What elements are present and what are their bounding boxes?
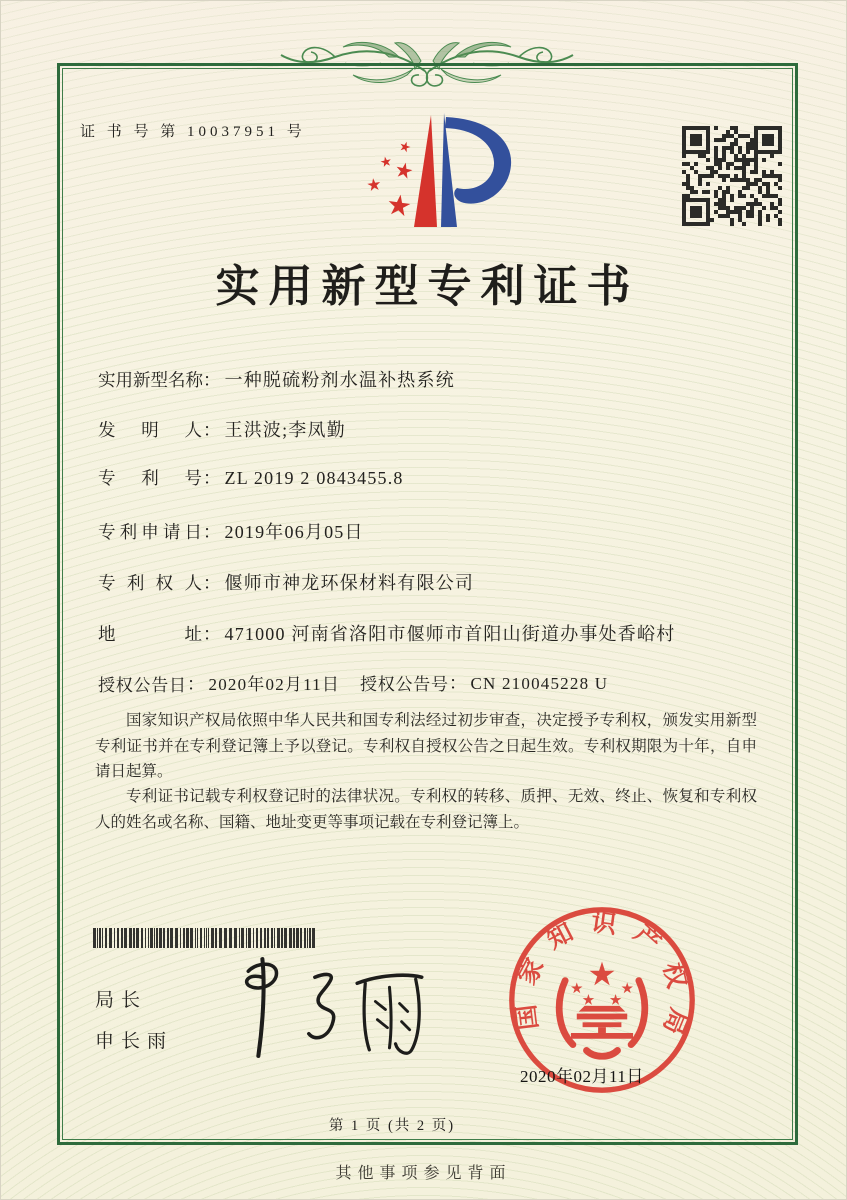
director-title: 局长 [95, 990, 148, 1011]
seal-date: 2020年02月11日 [520, 1067, 644, 1086]
field-label-name: 实用新型名称 [98, 370, 203, 390]
field-row-filing-date [98, 518, 364, 544]
certificate-number: 证 书 号 第 10037951 号 [80, 124, 306, 140]
field-colon: ： [187, 674, 205, 694]
logo-stars [367, 140, 414, 217]
director-signature [218, 948, 450, 1066]
field-colon: ： [203, 468, 221, 488]
field-row-name [98, 366, 455, 392]
field-value-inventor: 王洪波;李凤勤 [224, 420, 346, 440]
field-row-address [98, 620, 675, 646]
field-value-patentee: 偃师市神龙环保材料有限公司 [224, 573, 475, 593]
field-value-grant-date: 2020年02月11日 [208, 675, 341, 694]
logo-blue-bar [441, 113, 457, 227]
field-value-name: 一种脱硫粉剂水温补热系统 [224, 370, 455, 390]
field-row-grant [98, 670, 609, 696]
field-value-patent-no: ZL 2019 2 0843455.8 [224, 468, 404, 488]
field-colon: ： [449, 673, 467, 693]
field-colon: ： [203, 624, 221, 644]
logo-blue-p-bowl [445, 117, 511, 204]
page-number: 第 1 页 (共 2 页) [328, 1118, 456, 1134]
seal-arc-text: 国家知识产权局 [511, 909, 694, 1053]
field-label-inventor: 发明人 [98, 420, 202, 440]
field-value-grant-no: CN 210045228 U [470, 674, 609, 693]
director-name: 申长雨 [95, 1031, 174, 1052]
legal-paragraph-2: 专利证书记载专利权登记时的法律状况。专利权的转移、质押、无效、终止、恢复和专利权人的姓名或名称、国籍、地址变更等事项记载在专利登记簿上。 [95, 788, 757, 831]
field-colon: ： [203, 573, 221, 593]
legal-paragraph-1: 国家知识产权局依照中华人民共和国专利法经过初步审查，决定授予专利权，颁发实用新型专利证书并在专利登记簿上予以登记。专利权自授权公告之日起生效。专利权期限为十年，自申请日起算。 [95, 712, 757, 780]
field-value-filing-date: 2019年06月05日 [224, 522, 364, 542]
field-row-inventor [98, 416, 346, 442]
back-side-note: 其他事项参见背面 [335, 1165, 512, 1182]
field-label-patent-no: 专利号 [98, 468, 202, 488]
field-label-grant-date: 授权公告日 [98, 676, 186, 695]
field-row-patentee [98, 569, 474, 595]
cnipa-logo-icon [355, 107, 521, 239]
field-value-address: 471000 河南省洛阳市偃师市首阳山街道办事处香峪村 [224, 624, 676, 644]
field-row-patent-no [98, 465, 404, 490]
qr-code [682, 126, 782, 226]
field-grant-no-pair [360, 670, 608, 695]
seal-national-emblem [559, 962, 645, 1057]
field-label-address: 地址 [98, 624, 202, 644]
field-colon: ： [203, 420, 221, 440]
barcode [93, 928, 319, 948]
field-label-patentee: 专利权人 [98, 573, 202, 593]
field-label-filing-date: 专利申请日 [98, 522, 202, 542]
field-colon: ： [203, 522, 221, 542]
logo-red-wedge [414, 115, 437, 227]
certificate-title: 实用新型专利证书 [215, 262, 640, 311]
field-label-grant-no: 授权公告号 [360, 675, 448, 694]
field-colon: ： [203, 370, 221, 390]
